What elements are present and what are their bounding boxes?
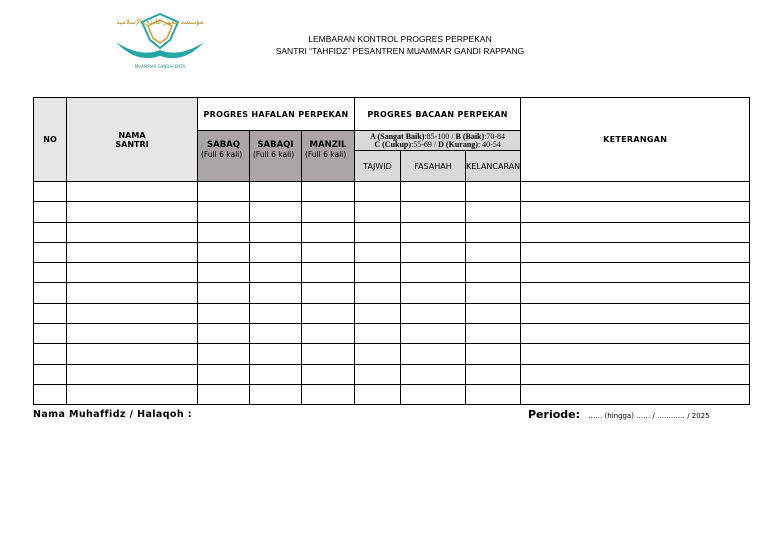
table-cell[interactable]: [401, 384, 466, 404]
table-cell[interactable]: [355, 384, 401, 404]
legend-a-label: A (Sangat Baik): [370, 131, 425, 141]
table-cell[interactable]: [302, 263, 355, 283]
table-cell[interactable]: [401, 344, 466, 364]
table-cell[interactable]: [34, 263, 67, 283]
header-bacaan-group: PROGRES BACAAN PERPEKAN: [355, 98, 521, 131]
mosque-logo-icon: [112, 10, 208, 70]
table-cell[interactable]: [466, 384, 521, 404]
table-cell[interactable]: [198, 384, 250, 404]
table-row: [34, 263, 750, 283]
table-cell[interactable]: [67, 324, 198, 344]
document-title: [230, 33, 570, 57]
table-cell[interactable]: [466, 324, 521, 344]
table-cell[interactable]: [67, 222, 198, 242]
table-cell[interactable]: [67, 242, 198, 262]
table-cell[interactable]: [250, 283, 302, 303]
table-cell[interactable]: [198, 222, 250, 242]
sabaqi-note: (Full 6 kali): [253, 150, 295, 159]
table-cell[interactable]: [466, 202, 521, 222]
table-cell[interactable]: [355, 222, 401, 242]
manzil-label: MANZIL: [309, 140, 347, 150]
table-cell[interactable]: [355, 242, 401, 262]
table-cell[interactable]: [355, 364, 401, 384]
progress-table: [33, 97, 750, 405]
table-cell[interactable]: [401, 303, 466, 323]
header-no: NO: [34, 98, 67, 182]
table-cell[interactable]: [34, 344, 67, 364]
logo-subtext: MUAMMAR GANDHI DATA: [134, 64, 186, 69]
table-row: [34, 364, 750, 384]
header-nama-line2: SANTRI: [115, 139, 149, 149]
table-cell[interactable]: [302, 384, 355, 404]
table-row: [34, 222, 750, 242]
table-body: [34, 182, 750, 405]
table-cell[interactable]: [521, 283, 750, 303]
grade-legend: [355, 131, 521, 151]
table-cell[interactable]: [67, 384, 198, 404]
table-cell[interactable]: [34, 384, 67, 404]
periode-label: Periode:: [528, 408, 581, 421]
table-cell[interactable]: [355, 263, 401, 283]
table-cell[interactable]: [466, 344, 521, 364]
table-row: [34, 283, 750, 303]
table-cell[interactable]: [401, 364, 466, 384]
table-cell[interactable]: [302, 344, 355, 364]
table-cell[interactable]: [250, 324, 302, 344]
sabaq-label: SABAQ: [207, 140, 240, 150]
table-cell[interactable]: [198, 182, 250, 202]
title-line-2: SANTRI “TAHFIDZ” PESANTREN MUAMMAR GANDI RAPPANG: [275, 46, 525, 56]
legend-d-label: D (Kurang): [438, 139, 478, 149]
table-cell[interactable]: [466, 222, 521, 242]
table-cell[interactable]: [521, 344, 750, 364]
table-cell[interactable]: [250, 344, 302, 364]
header-kelancaran: KELANCARAN: [466, 151, 521, 182]
table-cell[interactable]: [355, 344, 401, 364]
table-cell[interactable]: [250, 222, 302, 242]
table-row: [34, 303, 750, 323]
table-cell[interactable]: [67, 263, 198, 283]
sabaqi-label: SABAQI: [257, 140, 294, 150]
table-cell[interactable]: [198, 242, 250, 262]
table-cell[interactable]: [521, 222, 750, 242]
table-cell[interactable]: [198, 283, 250, 303]
table-cell[interactable]: [521, 384, 750, 404]
table-cell[interactable]: [466, 242, 521, 262]
table-cell[interactable]: [67, 344, 198, 364]
header-manzil: [302, 131, 355, 182]
legend-d-range: : 40-54: [477, 139, 501, 149]
table-cell[interactable]: [302, 364, 355, 384]
table-cell[interactable]: [67, 182, 198, 202]
header-nama-line1: NAMA: [118, 130, 146, 140]
table-cell[interactable]: [521, 202, 750, 222]
table-cell[interactable]: [198, 303, 250, 323]
muhaffidz-label: Nama Muhaffidz / Halaqoh :: [33, 409, 192, 420]
manzil-note: (Full 6 kali): [305, 150, 347, 159]
table-cell[interactable]: [466, 303, 521, 323]
table-cell[interactable]: [34, 303, 67, 323]
table-cell[interactable]: [466, 263, 521, 283]
table-cell[interactable]: [401, 283, 466, 303]
table-cell[interactable]: [355, 202, 401, 222]
header-sabaqi: [250, 131, 302, 182]
table-cell[interactable]: [466, 283, 521, 303]
header-nama-santri: [67, 98, 198, 182]
table-cell[interactable]: [67, 283, 198, 303]
table-cell[interactable]: [521, 364, 750, 384]
institution-logo: [112, 10, 208, 70]
table-row: [34, 202, 750, 222]
periode-value: …… (hingga) …… / ………… / 2025: [588, 412, 710, 420]
header-fasahah: FASAHAH: [401, 151, 466, 182]
table-cell[interactable]: [521, 324, 750, 344]
logo-arabic-text: مؤسسة معمر غاندي الإسلامية: [116, 18, 204, 26]
table-cell[interactable]: [67, 303, 198, 323]
table-cell[interactable]: [198, 344, 250, 364]
legend-sep-2: /: [433, 139, 437, 149]
table-row: [34, 344, 750, 364]
table-cell[interactable]: [198, 324, 250, 344]
table-cell[interactable]: [250, 384, 302, 404]
table-cell[interactable]: [302, 222, 355, 242]
header-keterangan: KETERANGAN: [521, 98, 750, 182]
table-cell[interactable]: [355, 182, 401, 202]
table-cell[interactable]: [466, 182, 521, 202]
legend-c-label: C (Cukup): [374, 139, 412, 149]
table-cell[interactable]: [250, 303, 302, 323]
table-cell[interactable]: [198, 364, 250, 384]
table-cell[interactable]: [250, 182, 302, 202]
table-cell[interactable]: [198, 202, 250, 222]
sabaq-note: (Full 6 kali): [201, 150, 243, 159]
table-cell[interactable]: [250, 263, 302, 283]
table-cell[interactable]: [355, 303, 401, 323]
header-hafalan-group: PROGRES HAFALAN PERPEKAN: [198, 98, 355, 131]
table-cell[interactable]: [401, 324, 466, 344]
table-cell[interactable]: [250, 202, 302, 222]
table-cell[interactable]: [67, 364, 198, 384]
table-cell[interactable]: [34, 242, 67, 262]
periode: [528, 408, 710, 421]
legend-sep-1: /: [451, 131, 454, 141]
table-row: [34, 384, 750, 404]
table-row: [34, 324, 750, 344]
table-cell[interactable]: [521, 182, 750, 202]
table-cell[interactable]: [250, 364, 302, 384]
table-cell[interactable]: [302, 182, 355, 202]
table-cell[interactable]: [250, 242, 302, 262]
legend-c-range: :55-69: [411, 139, 432, 149]
legend-b-label: B (Baik): [455, 131, 485, 141]
legend-line-2: [355, 141, 520, 149]
table-cell[interactable]: [521, 242, 750, 262]
legend-b-range: :70-84: [484, 131, 506, 141]
table-row: [34, 182, 750, 202]
table-cell[interactable]: [34, 283, 67, 303]
table-cell[interactable]: [302, 324, 355, 344]
table-cell[interactable]: [34, 222, 67, 242]
table-cell[interactable]: [401, 242, 466, 262]
table-cell[interactable]: [34, 324, 67, 344]
table-cell[interactable]: [401, 202, 466, 222]
title-line-1: LEMBARAN KONTROL PROGRES PERPEKAN: [308, 34, 492, 44]
table-cell[interactable]: [401, 263, 466, 283]
table-cell[interactable]: [302, 303, 355, 323]
table-cell[interactable]: [401, 182, 466, 202]
table-cell[interactable]: [198, 263, 250, 283]
table-cell[interactable]: [302, 202, 355, 222]
table-cell[interactable]: [34, 182, 67, 202]
header-sabaq: [198, 131, 250, 182]
table-cell[interactable]: [34, 364, 67, 384]
header-tajwid: TAJWID: [355, 151, 401, 182]
table-cell[interactable]: [34, 202, 67, 222]
legend-a-range: :85-100: [424, 131, 450, 141]
table-cell[interactable]: [401, 222, 466, 242]
table-cell[interactable]: [302, 242, 355, 262]
table-cell[interactable]: [521, 303, 750, 323]
table-cell[interactable]: [466, 364, 521, 384]
table-row: [34, 242, 750, 262]
table-cell[interactable]: [67, 202, 198, 222]
table-cell[interactable]: [355, 324, 401, 344]
table-cell[interactable]: [521, 263, 750, 283]
table-cell[interactable]: [302, 283, 355, 303]
table-cell[interactable]: [355, 283, 401, 303]
